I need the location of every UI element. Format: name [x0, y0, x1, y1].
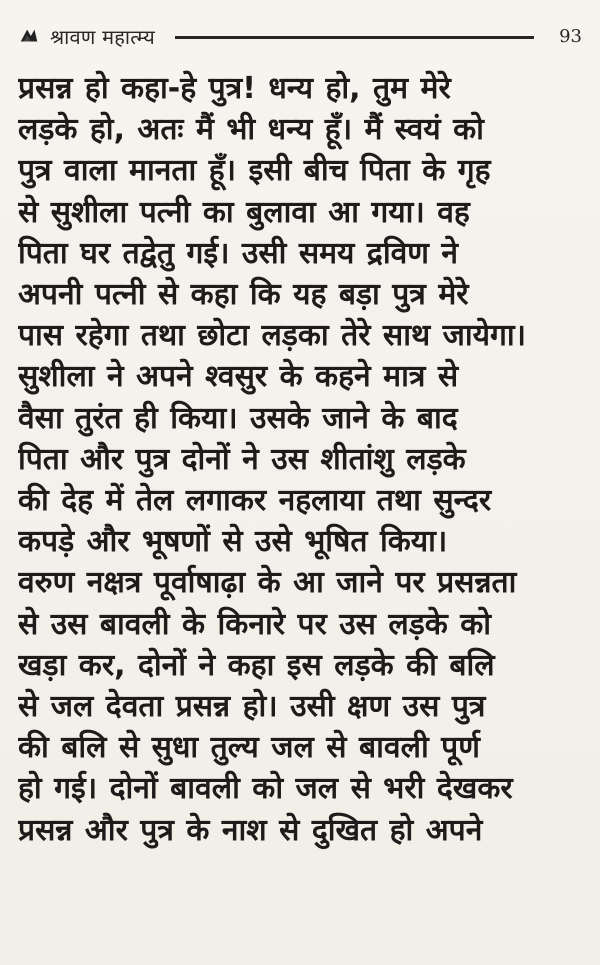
text-line: खड़ा कर, दोनों ने कहा इस लड़के की बलि: [18, 647, 495, 683]
text-line: सुशीला ने अपने श्वसुर के कहने मात्र से: [18, 359, 459, 395]
text-line: पिता और पुत्र दोनों ने उस शीतांशु लड़के: [18, 441, 466, 477]
header-divider: [175, 36, 534, 39]
text-line: से उस बावली के किनारे पर उस लड़के को: [18, 606, 492, 642]
page-header: [18, 10, 582, 62]
text-line: से सुशीला पत्नी का बुलावा आ गया। वह: [18, 194, 470, 230]
text-line: लड़के हो, अतः मैं भी धन्य हूँ। मैं स्वयं को: [18, 112, 484, 148]
text-line: प्रसन्न हो कहा-हे पुत्र! धन्य हो, तुम मेरे: [18, 71, 451, 106]
text-line: हो गई। दोनों बावली को जल से भरी देखकर: [18, 771, 513, 807]
text-line: पुत्र वाला मानता हूँ। इसी बीच पिता के गृह: [18, 153, 491, 189]
text-line: अपनी पत्नी से कहा कि यह बड़ा पुत्र मेरे: [18, 277, 469, 313]
book-emblem-icon: [18, 25, 40, 47]
page-body: [18, 68, 582, 851]
text-line: वैसा तुरंत ही किया। उसके जाने के बाद: [18, 400, 458, 436]
text-line: प्रसन्न और पुत्र के नाश से दुखित हो अपने: [18, 812, 483, 848]
text-line: वरुण नक्षत्र पूर्वाषाढ़ा के आ जाने पर प्रसन्नता: [18, 565, 517, 601]
text-line: की बलि से सुधा तुल्य जल से बावली पूर्ण: [18, 730, 480, 766]
chapter-title: श्रावण महात्म्य: [50, 24, 155, 49]
text-line: की देह में तेल लगाकर नहलाया तथा सुन्दर: [18, 483, 492, 519]
text-line: कपड़े और भूषणों से उसे भूषित किया।: [18, 524, 448, 560]
text-line: से जल देवता प्रसन्न हो। उसी क्षण उस पुत्र: [18, 689, 486, 725]
page-number: 93: [559, 25, 582, 47]
text-line: पास रहेगा तथा छोटा लड़का तेरे साथ जायेगा।: [18, 318, 527, 354]
text-line: पिता घर तद्वेतु गई। उसी समय द्रविण ने: [18, 235, 459, 271]
